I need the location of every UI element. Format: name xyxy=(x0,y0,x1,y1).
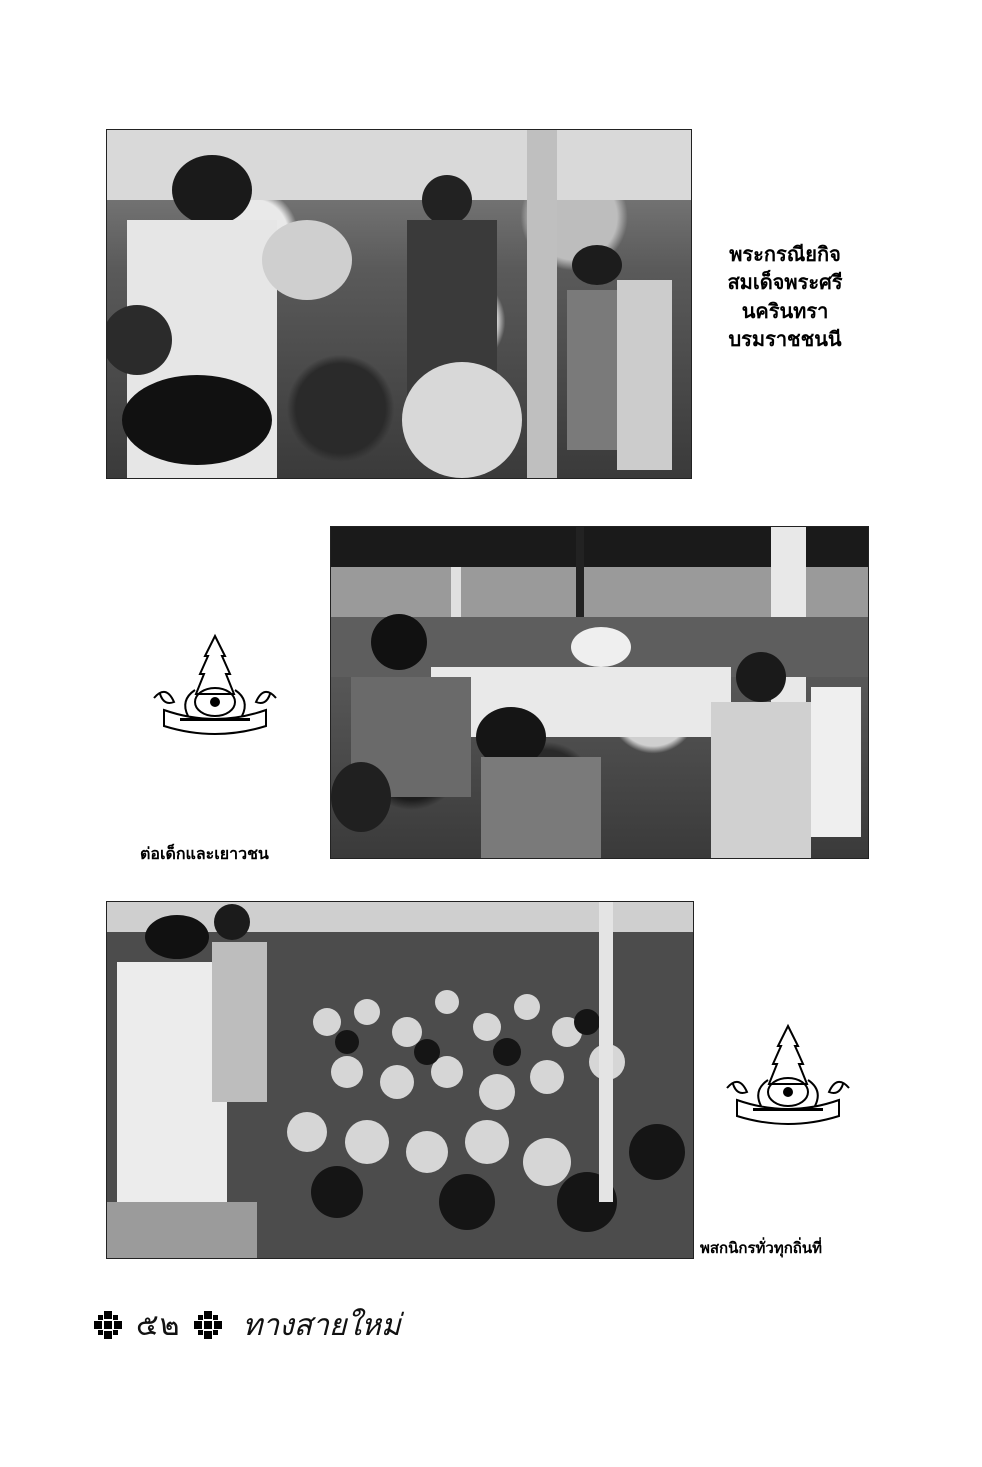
ornament-icon xyxy=(192,1309,224,1341)
royal-emblem-icon xyxy=(722,1022,854,1134)
book-title: ทางสายใหม่ xyxy=(242,1307,401,1343)
photo-bottom xyxy=(106,901,694,1259)
caption-royal-duties xyxy=(700,240,870,354)
photo-middle xyxy=(330,526,869,859)
caption-line: บรมราชชนนี xyxy=(728,327,842,352)
ornament-icon xyxy=(92,1309,124,1341)
photo-bottom-scene xyxy=(107,902,693,1258)
caption-children-youth: ต่อเด็กและเยาวชน xyxy=(140,844,269,863)
caption-line: สมเด็จพระศรี xyxy=(727,270,843,295)
photo-middle-scene xyxy=(331,527,868,858)
caption-line: พระกรณียกิจ xyxy=(729,242,841,266)
royal-emblem-icon xyxy=(150,632,280,744)
page-number: ๕๒ xyxy=(136,1307,181,1343)
page-footer xyxy=(92,1305,401,1345)
photo-top xyxy=(106,129,692,479)
caption-line: นครินทรา xyxy=(741,298,829,323)
caption-people-everywhere: พสกนิกรทั่วทุกถิ่นที่ xyxy=(700,1239,823,1257)
photo-top-scene xyxy=(107,130,691,478)
